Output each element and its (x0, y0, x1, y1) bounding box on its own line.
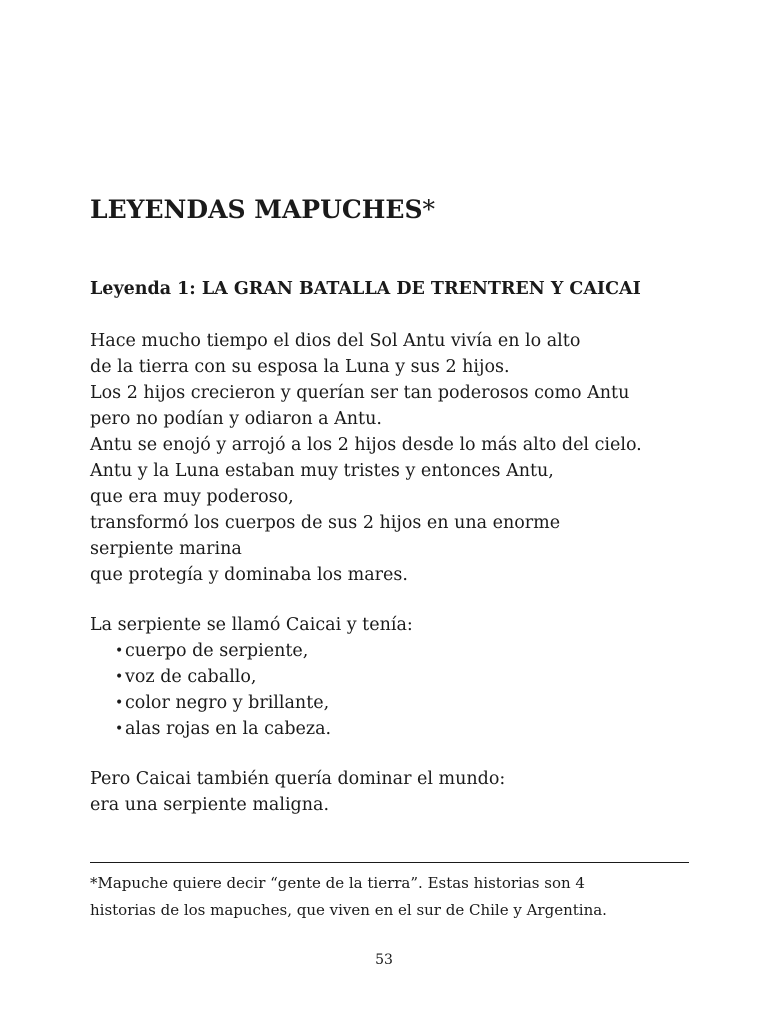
text-line: Antu y la Luna estaban muy tristes y entonces Antu, (90, 461, 554, 481)
paragraph-story-intro (90, 328, 642, 588)
bullet-icon: • (115, 669, 124, 685)
paragraph-serpent-evil (90, 766, 505, 818)
text-line: que protegía y dominaba los mares. (90, 565, 408, 585)
page-title-text: LEYENDAS MAPUCHES (90, 195, 423, 224)
text-line: Hace mucho tiempo el dios del Sol Antu vivía en lo alto (90, 331, 581, 351)
list-item-text: voz de caballo, (125, 667, 257, 687)
text-line: Los 2 hijos crecieron y querían ser tan poderosos como Antu (90, 383, 630, 403)
list-item-text: cuerpo de serpiente, (125, 641, 309, 661)
list-item-text: color negro y brillante, (125, 693, 330, 713)
text-line: Pero Caicai también quería dominar el mundo: (90, 769, 506, 789)
list-item (90, 716, 413, 742)
page-number: 53 (375, 952, 393, 968)
list-item (90, 638, 413, 664)
list-intro: La serpiente se llamó Caicai y tenía: (90, 615, 413, 635)
bullet-icon: • (115, 721, 124, 737)
footnote-line: historias de los mapuches, que viven en el sur de Chile y Argentina. (90, 901, 607, 919)
list-item (90, 664, 413, 690)
page-title (90, 193, 435, 227)
text-line: Antu se enojó y arrojó a los 2 hijos desde lo más alto del cielo. (90, 435, 642, 455)
text-line: era una serpiente maligna. (90, 795, 330, 815)
list-item-text: alas rojas en la cabeza. (125, 719, 332, 739)
text-line: de la tierra con su esposa la Luna y sus 2 hijos. (90, 357, 510, 377)
list-item (90, 690, 413, 716)
text-line: pero no podían y odiaron a Antu. (90, 409, 382, 429)
footnote-line: *Mapuche quiere decir “gente de la tierra”. Estas historias son 4 (90, 874, 585, 892)
bullet-icon: • (115, 695, 124, 711)
footnote-marker: * (422, 195, 436, 224)
bullet-icon: • (115, 643, 124, 659)
footnote (90, 870, 607, 924)
text-line: serpiente marina (90, 539, 242, 559)
legend-subtitle: Leyenda 1: LA GRAN BATALLA DE TRENTREN Y CAICAI (90, 279, 641, 299)
text-line: que era muy poderoso, (90, 487, 294, 507)
serpent-traits-list (90, 638, 413, 742)
paragraph-serpent-description (90, 612, 413, 742)
footnote-divider (90, 862, 689, 863)
text-line: transformó los cuerpos de sus 2 hijos en una enorme (90, 513, 561, 533)
